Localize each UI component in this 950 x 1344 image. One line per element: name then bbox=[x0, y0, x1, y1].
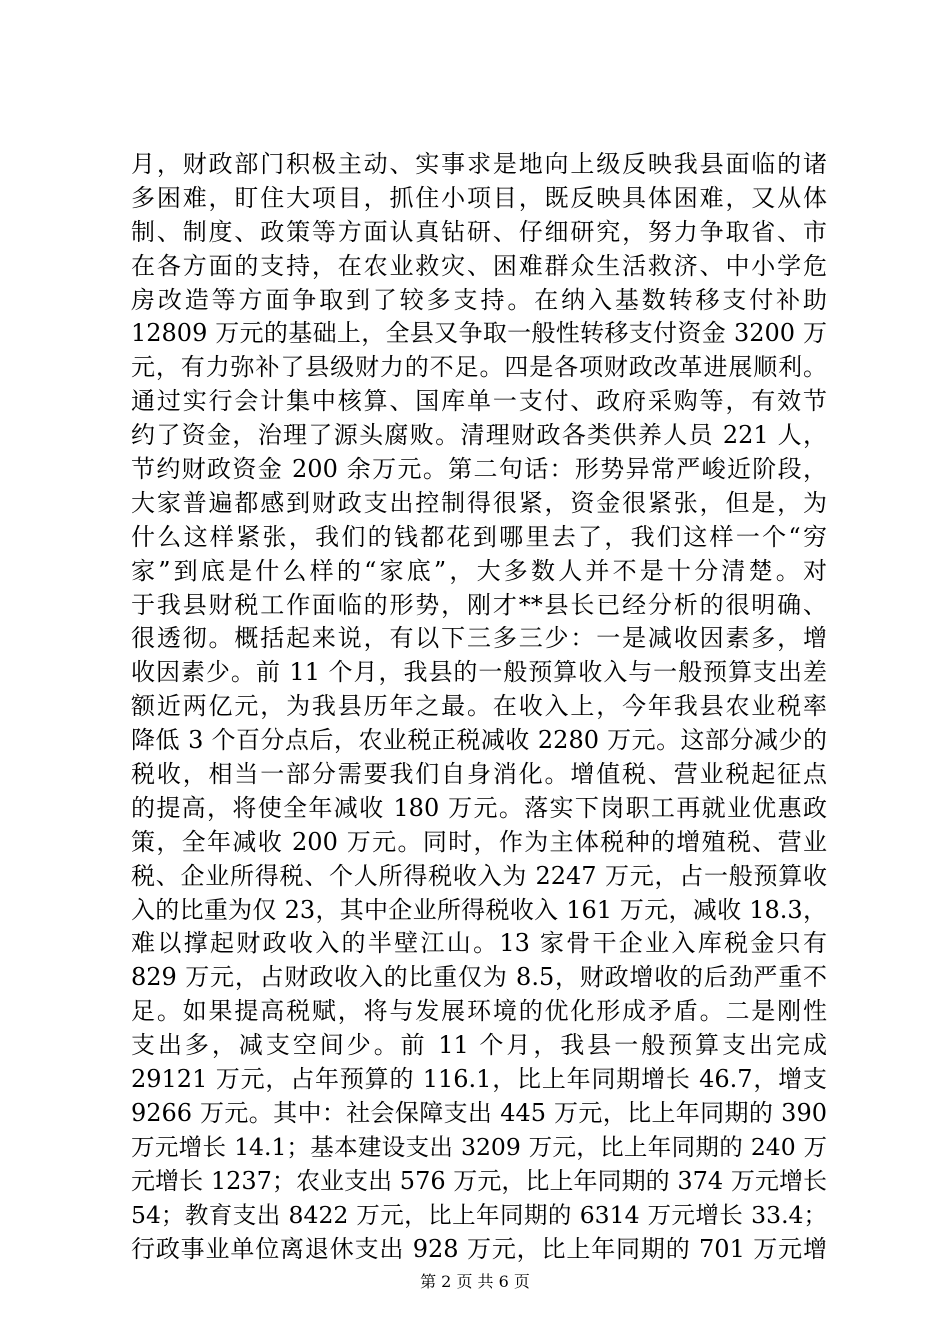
text-line: 元增长 1237；农业支出 576 万元，比上年同期的 374 万元增长 bbox=[131, 1166, 827, 1195]
text-line: 54；教育支出 8422 万元，比上年同期的 6314 万元增长 33.4； bbox=[131, 1200, 827, 1229]
text-line: 策，全年减收 200 万元。同时，作为主体税种的增殖税、营业 bbox=[131, 827, 827, 856]
text-line: 月，财政部门积极主动、实事求是地向上级反映我县面临的诸 bbox=[131, 150, 827, 178]
text-line: 降低 3 个百分点后，农业税正税减收 2280 万元。这部分减少的 bbox=[131, 726, 827, 755]
text-line: 大家普遍都感到财政支出控制得很紧，资金很紧张，但是，为 bbox=[131, 488, 827, 517]
text-line: 行政事业单位离退休支出 928 万元，比上年同期的 701 万元增 bbox=[131, 1234, 827, 1263]
text-line: 元，有力弥补了县级财力的不足。四是各项财政改革进展顺利。 bbox=[131, 353, 827, 382]
text-line: 于我县财税工作面临的形势，刚才**县长已经分析的很明确、 bbox=[131, 590, 827, 619]
text-line: 额近两亿元，为我县历年之最。在收入上，今年我县农业税率 bbox=[131, 692, 827, 721]
text-line: 829 万元，占财政收入的比重仅为 8.5，财政增收的后劲严重不 bbox=[131, 963, 827, 992]
text-line: 12809 万元的基础上，全县又争取一般性转移支付资金 3200 万 bbox=[131, 319, 827, 348]
text-line: 在各方面的支持，在农业救灾、困难群众生活救济、中小学危 bbox=[131, 251, 827, 280]
text-line: 税收，相当一部分需要我们自身消化。增值税、营业税起征点 bbox=[131, 760, 827, 789]
text-line: 制、制度、政策等方面认真钻研、仔细研究，努力争取省、市 bbox=[131, 217, 827, 246]
text-line: 多困难，盯住大项目，抓住小项目，既反映具体困难，又从体 bbox=[131, 183, 827, 212]
text-line: 什么这样紧张，我们的钱都花到哪里去了，我们这样一个“穷 bbox=[131, 522, 827, 551]
text-line: 难以撑起财政收入的半壁江山。13 家骨干企业入库税金只有 bbox=[131, 929, 827, 958]
text-line: 家”到底是什么样的“家底”，大多数人并不是十分清楚。对 bbox=[131, 556, 827, 585]
text-line: 的提高，将使全年减收 180 万元。落实下岗职工再就业优惠政 bbox=[131, 793, 827, 822]
text-line: 万元增长 14.1；基本建设支出 3209 万元，比上年同期的 240 万 bbox=[131, 1132, 827, 1161]
text-line: 节约财政资金 200 余万元。第二句话：形势异常严峻近阶段， bbox=[131, 455, 827, 484]
text-line: 足。如果提高税赋，将与发展环境的优化形成矛盾。二是刚性 bbox=[131, 997, 827, 1026]
text-line: 税、企业所得税、个人所得税收入为 2247 万元，占一般预算收 bbox=[131, 861, 827, 890]
page-footer: 第 2 页 共 6 页 bbox=[420, 1272, 530, 1291]
text-line: 支出多，减支空间少。前 11 个月，我县一般预算支出完成 bbox=[131, 1031, 827, 1060]
text-line: 收因素少。前 11 个月，我县的一般预算收入与一般预算支出差 bbox=[131, 658, 827, 687]
body-text bbox=[131, 148, 827, 1266]
text-line: 通过实行会计集中核算、国库单一支付、政府采购等，有效节 bbox=[131, 387, 827, 416]
text-line: 房改造等方面争取到了较多支持。在纳入基数转移支付补助 bbox=[131, 285, 827, 314]
text-line: 入的比重为仅 23，其中企业所得税收入 161 万元，减收 18.3， bbox=[131, 895, 827, 924]
text-line: 约了资金，治理了源头腐败。清理财政各类供养人员 221 人， bbox=[131, 421, 827, 450]
text-line: 29121 万元，占年预算的 116.1，比上年同期增长 46.7，增支 bbox=[131, 1065, 827, 1094]
text-line: 很透彻。概括起来说，有以下三多三少：一是减收因素多，增 bbox=[131, 624, 827, 653]
text-line: 9266 万元。其中：社会保障支出 445 万元，比上年同期的 390 bbox=[131, 1098, 827, 1127]
